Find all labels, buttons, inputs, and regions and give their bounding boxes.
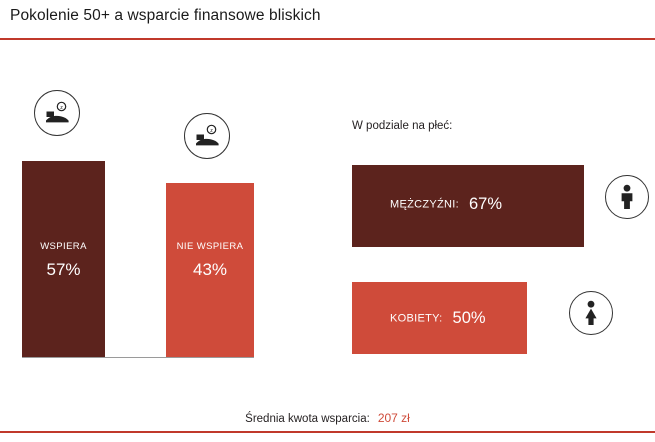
- average-amount-value: 207 zł: [377, 411, 410, 425]
- hand-with-coin-icon: [184, 113, 230, 159]
- header-divider: [0, 38, 655, 40]
- header: [0, 0, 655, 44]
- bar-men-value: 67%: [469, 195, 503, 213]
- page-title: Pokolenie 50+ a wsparcie finansowe bliskich: [10, 7, 321, 24]
- bar-women-text: [390, 309, 486, 328]
- chart-baseline: [22, 357, 254, 358]
- bar-men-label: MĘŻCZYŹNI:: [390, 198, 459, 211]
- bar-women-label: KOBIETY:: [390, 312, 443, 325]
- svg-text:z: z: [60, 105, 63, 111]
- average-amount-label: Średnia kwota wsparcia:: [245, 413, 370, 425]
- bar-label: WSPIERA: [40, 241, 87, 252]
- male-figure-icon: [605, 175, 649, 219]
- bar-women-value: 50%: [452, 309, 486, 327]
- bar-label: NIE WSPIERA: [176, 241, 244, 252]
- bar-value: 57%: [46, 260, 81, 279]
- bar-women: [352, 282, 527, 354]
- gender-split-title: W podziale na płeć:: [352, 120, 453, 132]
- svg-text:z: z: [210, 128, 213, 134]
- female-figure-icon: [569, 291, 613, 335]
- bar-men-text: [390, 195, 502, 214]
- hand-with-coin-icon: [34, 90, 80, 136]
- bar-wspiera: [22, 161, 105, 358]
- bar-value: 43%: [192, 260, 228, 279]
- bar-nie-wspiera: [166, 183, 254, 358]
- footer: [0, 409, 655, 427]
- footer-divider: [0, 431, 655, 433]
- bar-men: [352, 165, 584, 247]
